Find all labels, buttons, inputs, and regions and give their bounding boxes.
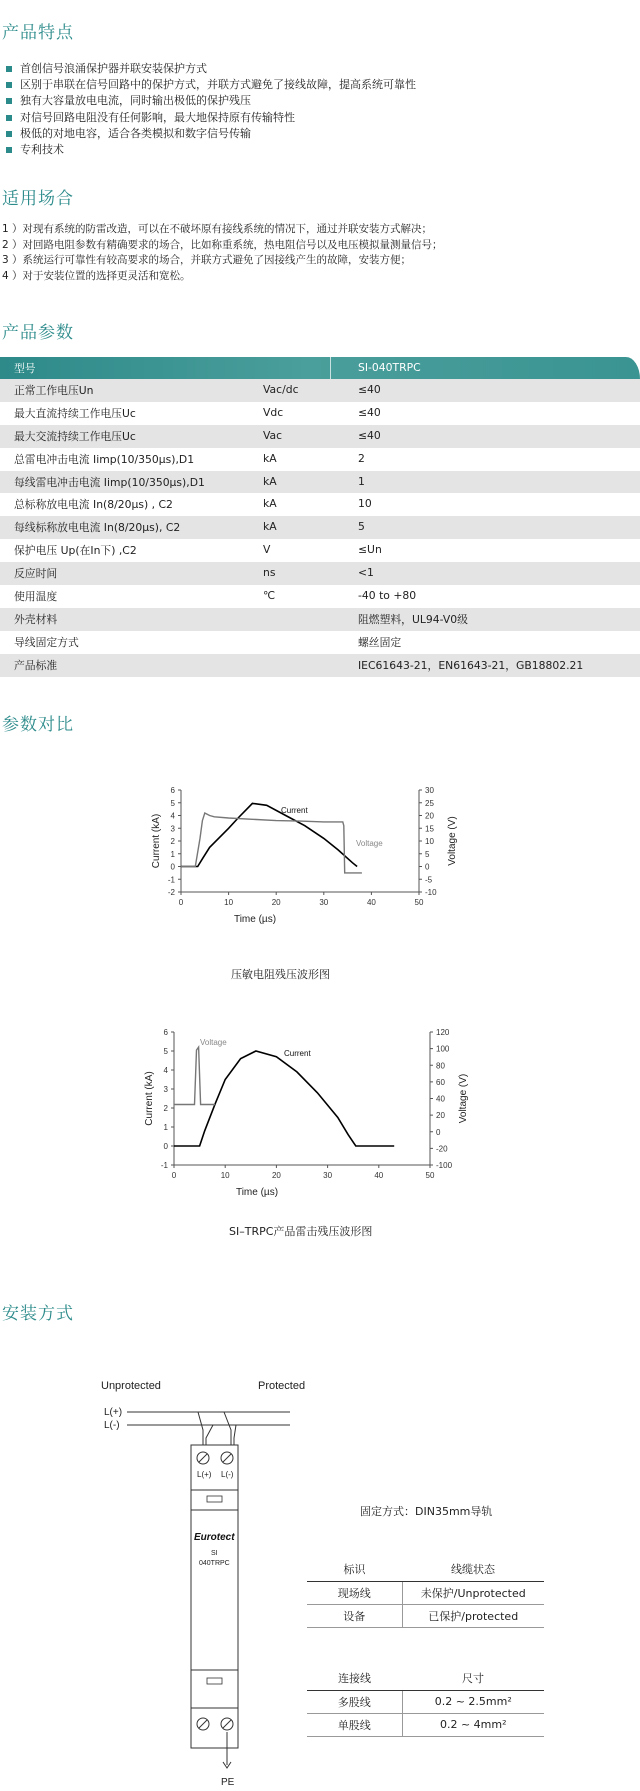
model-line-1: SI [211, 1550, 218, 1557]
features-list [6, 61, 416, 158]
terminal-cell: 未保护/Unprotected [402, 1581, 544, 1604]
params-row [0, 585, 640, 608]
y2-tick-label: 0 [436, 1127, 441, 1137]
param-unit: Vac [263, 428, 283, 442]
series-label-voltage: Voltage [200, 1038, 227, 1047]
terminal-table-header: 标识 [307, 1558, 402, 1581]
y2-tick-label: 80 [436, 1061, 445, 1071]
terminal-minus-label: L(-) [221, 1470, 234, 1479]
param-name: 最大直流持续工作电压Uc [14, 406, 136, 420]
y-tick-label: -2 [167, 888, 175, 897]
x-tick-label: 0 [178, 898, 184, 907]
y-axis-label: Current (kA) [144, 1071, 155, 1126]
wire-table [307, 1667, 544, 1737]
install-title: 安装方式 [2, 1304, 74, 1324]
x-tick-label: 30 [319, 898, 329, 907]
param-value: ≤Un [358, 543, 382, 557]
y-tick-label: 4 [163, 1066, 168, 1075]
params-row [0, 562, 640, 585]
y2-tick-label: 25 [425, 798, 434, 808]
y-tick-label: 4 [170, 811, 175, 821]
applications-title: 适用场合 [2, 189, 74, 209]
param-value: 1 [358, 474, 365, 488]
feature-item: 首创信号浪涌保护器并联安装保护方式 [6, 61, 416, 77]
param-value: -40 to +80 [358, 589, 417, 603]
y2-tick-label: 60 [436, 1077, 445, 1087]
features-title: 产品特点 [2, 23, 74, 43]
params-row [0, 608, 640, 631]
param-value: 10 [358, 497, 372, 511]
application-item: 2 ）对回路电阻参数有精确要求的场合，比如称重系统，热电阻信号以及电压模拟量测量信号； [2, 238, 443, 251]
device-body [191, 1445, 238, 1748]
param-name: 每线标称放电电流 In(8/20μs), C2 [14, 521, 181, 535]
x-tick-label: 40 [374, 1171, 384, 1180]
params-row [0, 379, 640, 402]
feature-item: 对信号回路电阻没有任何影响，最大地保持原有传输特性 [6, 110, 416, 126]
x-tick-label: 20 [271, 1171, 281, 1180]
param-name: 最大交流持续工作电压Uc [14, 429, 136, 443]
param-unit: kA [263, 497, 277, 511]
chart-trpc-caption: SI–TRPC产品雷击残压波形图 [229, 1225, 373, 1238]
y2-tick-label: 30 [425, 786, 434, 795]
param-name: 总标称放电电流 In(8/20μs) , C2 [14, 498, 173, 512]
y2-tick-label: 20 [436, 1111, 445, 1121]
y-tick-label: 2 [170, 837, 175, 846]
terminal-cell: 现场线 [307, 1581, 402, 1604]
param-value: ≤40 [358, 405, 381, 419]
wire-minus-label: L(-) [104, 1420, 120, 1431]
wires [127, 1412, 290, 1450]
application-item: 4 ）对于安装位置的选择更灵活和宽松。 [2, 269, 191, 282]
x-axis-label: Time (µs) [235, 1187, 279, 1198]
series-line-current [181, 803, 357, 866]
terminal-plus-label: L(+) [197, 1470, 212, 1479]
params-row [0, 539, 640, 562]
wire-cell: 0.2 ~ 2.5mm² [402, 1690, 544, 1713]
params-row [0, 516, 640, 539]
param-name: 反应时间 [14, 567, 58, 581]
application-item: 1 ）对现有系统的防雷改造，可以在不破坏原有接线系统的情况下，通过并联安装方式解决； [2, 223, 433, 235]
param-unit: kA [263, 474, 277, 488]
y-tick-label: 6 [163, 1028, 168, 1037]
feature-item: 极低的对地电容，适合各类模拟和数字信号传输 [6, 126, 416, 142]
param-unit: ℃ [263, 589, 276, 603]
y-tick-label: 1 [170, 849, 175, 859]
params-row [0, 631, 640, 654]
y-tick-label: 1 [163, 1123, 168, 1132]
chart-trpc-svg [0, 1020, 640, 1198]
x-tick-label: 40 [366, 898, 376, 907]
pe-label: PE [221, 1777, 235, 1788]
y2-axis-label: Voltage (V) [458, 1073, 469, 1124]
param-value: IEC61643-21，EN61643-21，GB18802.21 [358, 658, 584, 672]
y-tick-label: -1 [160, 1161, 168, 1170]
y2-tick-label: -10 [425, 888, 437, 897]
params-row [0, 471, 640, 494]
y2-tick-label: 20 [425, 811, 434, 821]
params-table [0, 357, 640, 677]
application-item: 3 ）系统运行可靠性有较高要求的场合，并联方式避免了因接线产生的故障，安装方便； [2, 254, 412, 267]
param-value: ≤40 [358, 428, 381, 442]
y-tick-label: -1 [167, 875, 175, 885]
y2-tick-label: -5 [425, 875, 433, 885]
series-line-current [174, 1051, 394, 1146]
param-value: 5 [358, 520, 365, 534]
wire-table-header: 尺寸 [402, 1667, 544, 1690]
param-unit: ns [263, 566, 276, 580]
y2-tick-label: 10 [425, 837, 434, 846]
y-tick-label: 5 [170, 798, 175, 808]
param-name: 每线雷电冲击电流 Iimp(10/350μs),D1 [14, 475, 205, 489]
param-value: 阻燃塑料，UL94-V0级 [358, 612, 468, 626]
x-tick-label: 50 [414, 898, 424, 907]
param-name: 外壳材料 [14, 612, 58, 626]
params-row [0, 425, 640, 448]
params-row [0, 402, 640, 425]
param-unit: kA [263, 451, 277, 465]
params-row [0, 448, 640, 471]
param-value: 2 [358, 451, 365, 465]
param-value: <1 [358, 566, 374, 580]
chart-trpc [0, 1020, 640, 1198]
param-name: 产品标准 [14, 658, 58, 672]
y2-tick-label: 15 [425, 824, 434, 834]
param-value: ≤40 [358, 383, 381, 396]
wire-cell: 单股线 [307, 1713, 402, 1736]
series-line-voltage [181, 813, 362, 873]
y-tick-label: 2 [163, 1104, 168, 1113]
chart-varistor-caption: 压敏电阻残压波形图 [231, 968, 330, 981]
wire-plus-label: L(+) [104, 1407, 123, 1418]
brand-logo: Eurotect [194, 1532, 235, 1543]
param-name: 总雷电冲击电流 Iimp(10/350μs),D1 [14, 452, 195, 466]
y-tick-label: 5 [163, 1047, 168, 1056]
feature-item: 区别于串联在信号回路中的保护方式，并联方式避免了接线故障，提高系统可靠性 [6, 77, 416, 93]
y-tick-label: 6 [170, 786, 175, 795]
param-name: 正常工作电压Un [14, 384, 94, 397]
y2-tick-label: 120 [436, 1028, 450, 1037]
params-table-header [0, 357, 640, 379]
header-model: SI-040TRPC [358, 361, 421, 374]
fixing-method: 固定方式：DIN35mm导轨 [360, 1505, 493, 1518]
param-unit: kA [263, 520, 277, 534]
install-diagram [0, 1360, 320, 1791]
x-tick-label: 0 [171, 1171, 177, 1180]
param-unit: Vac/dc [263, 383, 299, 396]
series-label-current: Current [284, 1049, 311, 1058]
x-tick-label: 10 [220, 1171, 230, 1180]
y2-tick-label: 0 [425, 862, 430, 872]
terminal-cell: 已保护/protected [402, 1604, 544, 1627]
x-tick-label: 10 [224, 898, 234, 907]
y2-axis-label: Voltage (V) [447, 816, 458, 866]
model-line-2: 040TRPC [199, 1560, 230, 1567]
params-row [0, 493, 640, 516]
header-label: 型号 [14, 362, 36, 375]
y-tick-label: 0 [163, 1142, 168, 1151]
unprotected-label: Unprotected [101, 1380, 161, 1392]
y2-tick-label: 100 [436, 1044, 450, 1054]
x-tick-label: 20 [271, 898, 281, 907]
series-label-voltage: Voltage [356, 839, 383, 848]
param-value: 螺丝固定 [358, 635, 402, 649]
y-tick-label: 3 [163, 1085, 168, 1094]
chart-varistor-svg [0, 775, 640, 945]
compare-title: 参数对比 [2, 715, 74, 735]
wire-cell: 多股线 [307, 1690, 402, 1713]
y-tick-label: 0 [170, 862, 175, 872]
terminal-cell: 设备 [307, 1604, 402, 1627]
y2-tick-label: 40 [436, 1094, 445, 1104]
y-tick-label: 3 [170, 824, 175, 834]
protected-label: Protected [258, 1380, 306, 1392]
applications-list [2, 222, 443, 284]
y-axis-label: Current (kA) [151, 813, 162, 869]
x-tick-label: 50 [425, 1171, 435, 1180]
y2-tick-label: 5 [425, 849, 430, 859]
params-row [0, 654, 640, 677]
terminal-table-header: 线缆状态 [402, 1558, 544, 1581]
feature-item: 独有大容量放电电流，同时输出极低的保护残压 [6, 93, 416, 109]
x-axis-label: Time (µs) [233, 914, 277, 925]
y2-tick-label: -20 [436, 1144, 448, 1154]
y2-tick-label: -100 [436, 1161, 453, 1170]
param-name: 保护电压 Up(在In下) ,C2 [14, 544, 137, 558]
param-name: 导线固定方式 [14, 635, 79, 649]
terminal-table [307, 1558, 544, 1628]
param-name: 使用温度 [14, 590, 58, 604]
chart-varistor [0, 775, 640, 945]
feature-item: 专利技术 [6, 142, 416, 158]
wire-table-header: 连接线 [307, 1667, 402, 1690]
param-unit: Vdc [263, 405, 284, 419]
series-label-current: Current [281, 806, 308, 815]
param-unit: V [263, 543, 271, 557]
series-line-voltage [174, 1047, 215, 1104]
params-title: 产品参数 [2, 323, 74, 343]
wire-cell: 0.2 ~ 4mm² [402, 1713, 544, 1736]
x-tick-label: 30 [323, 1171, 333, 1180]
